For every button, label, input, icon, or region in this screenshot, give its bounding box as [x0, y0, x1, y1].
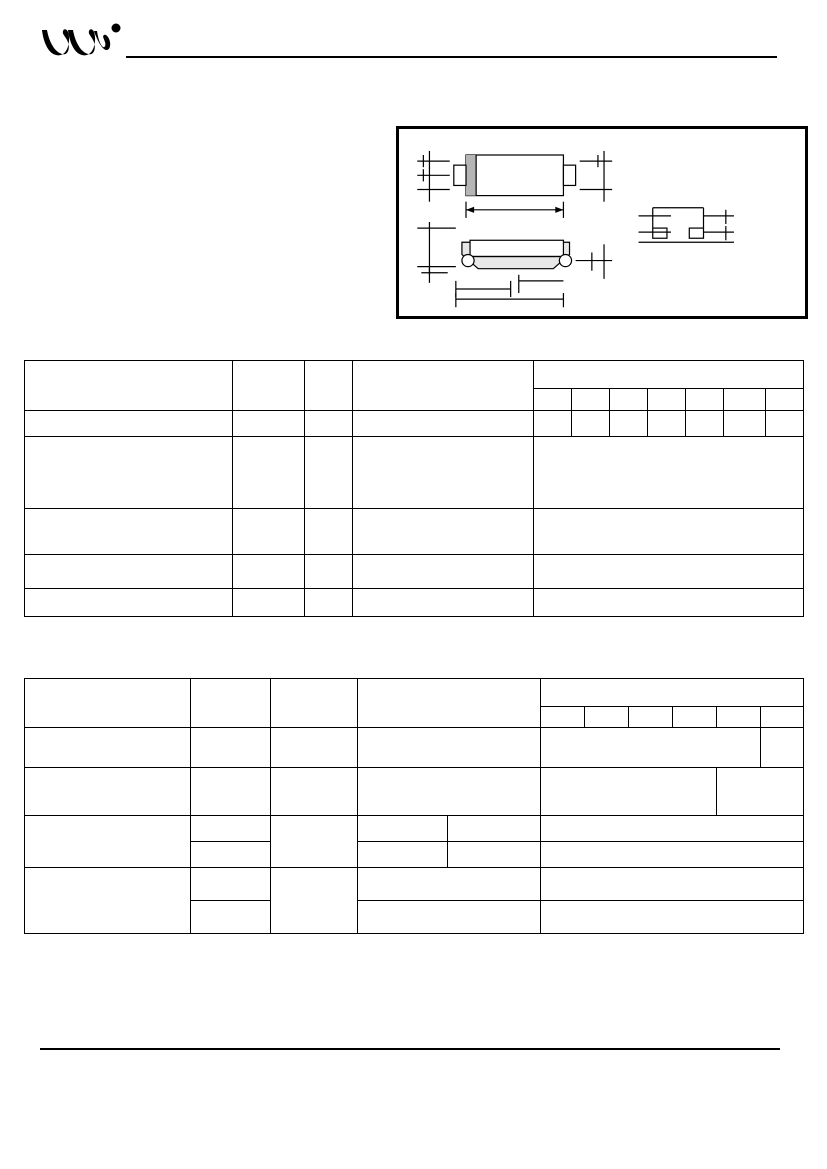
- row-unit: [305, 589, 353, 617]
- col-symbol: [191, 679, 271, 728]
- footer-divider: [40, 1048, 780, 1050]
- col-unit: [271, 679, 358, 728]
- maximum-ratings-table: [24, 360, 804, 617]
- col-conditions: [358, 679, 541, 728]
- row-parameter: [25, 768, 191, 816]
- row-symbol: [233, 555, 305, 589]
- row-symbol: [191, 842, 271, 868]
- col-symbol: [233, 361, 305, 411]
- device-col-2: [585, 707, 629, 728]
- row-conditions: [358, 728, 541, 768]
- table-row: [25, 437, 804, 509]
- table-header-row: [25, 679, 804, 707]
- row-conditions-a: [358, 842, 448, 868]
- table-row: [25, 728, 804, 768]
- row-conditions: [353, 509, 534, 555]
- row-parameter: [25, 555, 233, 589]
- row-conditions: [358, 901, 541, 934]
- row-symbol: [191, 768, 271, 816]
- device-col-5: [717, 707, 761, 728]
- row-value-span: [541, 868, 804, 901]
- col-device-types: [541, 679, 804, 707]
- row-parameter: [25, 509, 233, 555]
- row-symbol: [233, 509, 305, 555]
- row-unit: [305, 411, 353, 437]
- row-parameter: [25, 868, 191, 934]
- device-col-1: [534, 389, 572, 411]
- row-symbol: [191, 816, 271, 842]
- device-col-4: [648, 389, 686, 411]
- row-conditions: [353, 589, 534, 617]
- row-symbol: [233, 411, 305, 437]
- row-symbol: [191, 868, 271, 901]
- row-value: [724, 411, 766, 437]
- device-col-1: [541, 707, 585, 728]
- row-symbol: [191, 728, 271, 768]
- device-col-3: [610, 389, 648, 411]
- row-conditions: [358, 868, 541, 901]
- row-conditions: [353, 555, 534, 589]
- col-unit: [305, 361, 353, 411]
- row-conditions: [353, 411, 534, 437]
- device-col-3: [629, 707, 673, 728]
- col-parameter: [25, 361, 233, 411]
- row-symbol: [233, 589, 305, 617]
- row-symbol: [233, 437, 305, 509]
- header-divider: [126, 56, 777, 58]
- row-value-span: [541, 816, 804, 842]
- row-unit: [271, 816, 358, 868]
- table-row: [25, 868, 804, 901]
- device-col-6: [724, 389, 766, 411]
- device-col-5: [686, 389, 724, 411]
- row-value-span: [541, 728, 761, 768]
- col-device-types: [534, 361, 804, 389]
- row-unit: [305, 555, 353, 589]
- row-parameter: [25, 728, 191, 768]
- row-value: [648, 411, 686, 437]
- row-value: [761, 728, 804, 768]
- row-parameter: [25, 411, 233, 437]
- row-value-span: [534, 589, 804, 617]
- row-value-span: [541, 842, 804, 868]
- table-row: [25, 411, 804, 437]
- row-symbol: [191, 901, 271, 934]
- page-header: [0, 0, 827, 90]
- row-value-span: [541, 768, 717, 816]
- row-value: [766, 411, 804, 437]
- row-unit: [305, 437, 353, 509]
- electrical-characteristics-table: [24, 678, 804, 934]
- col-conditions: [353, 361, 534, 411]
- row-value-span: [541, 901, 804, 934]
- row-unit: [271, 728, 358, 768]
- table-row: [25, 589, 804, 617]
- device-col-6: [761, 707, 804, 728]
- row-conditions-a: [358, 816, 448, 842]
- col-parameter: [25, 679, 191, 728]
- row-value: [572, 411, 610, 437]
- row-unit: [271, 868, 358, 934]
- table-row: [25, 509, 804, 555]
- row-value: [686, 411, 724, 437]
- table-row: [25, 555, 804, 589]
- row-conditions-b: [448, 816, 541, 842]
- table-row: [25, 816, 804, 842]
- table-row: [25, 768, 804, 816]
- package-outline-drawing: [396, 126, 808, 319]
- company-logo: [38, 22, 124, 70]
- row-conditions-b: [448, 842, 541, 868]
- device-col-7: [766, 389, 804, 411]
- row-value-span: [717, 768, 804, 816]
- row-unit: [305, 509, 353, 555]
- row-value: [534, 411, 572, 437]
- row-parameter: [25, 437, 233, 509]
- row-unit: [271, 768, 358, 816]
- row-parameter: [25, 589, 233, 617]
- device-col-2: [572, 389, 610, 411]
- row-conditions: [353, 437, 534, 509]
- row-value: [610, 411, 648, 437]
- row-conditions: [358, 768, 541, 816]
- table-header-row: [25, 361, 804, 389]
- row-value-span: [534, 555, 804, 589]
- row-value-span: [534, 509, 804, 555]
- row-value-span: [534, 437, 804, 509]
- row-parameter: [25, 816, 191, 868]
- device-col-4: [673, 707, 717, 728]
